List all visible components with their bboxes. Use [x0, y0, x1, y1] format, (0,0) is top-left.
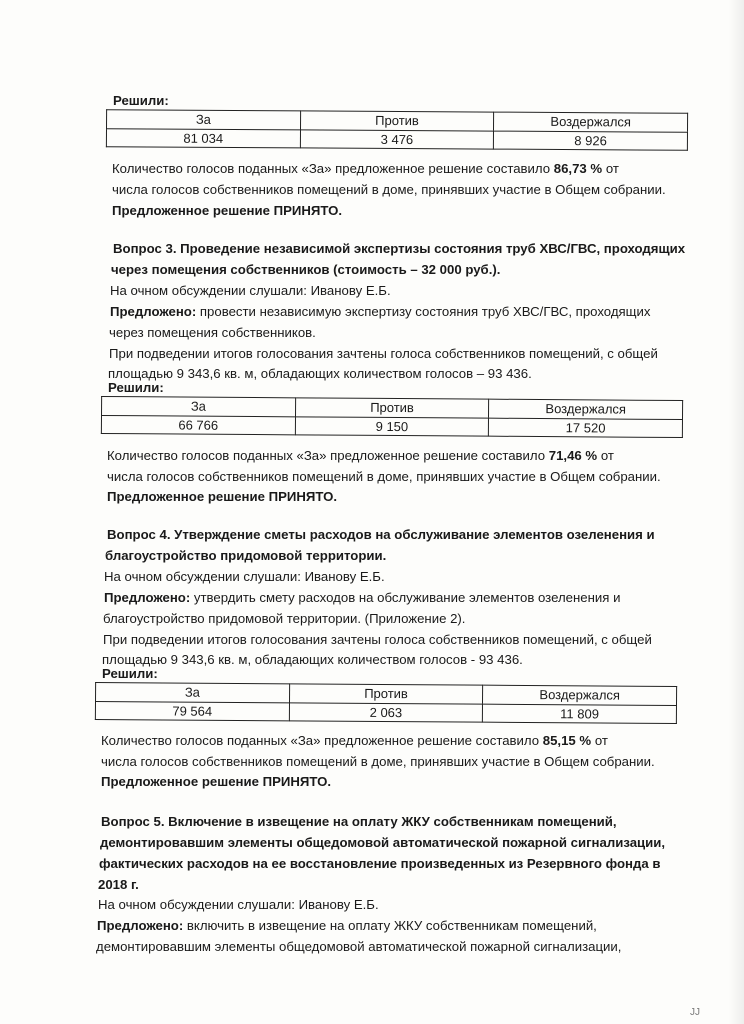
q4-title-line2: благоустройство придомовой территории.: [105, 548, 387, 563]
q2-result-line1: Количество голосов поданных «За» предложенное решение составило 86,73 % от: [112, 161, 619, 176]
q5-title-line1: Вопрос 5. Включение в извещение на оплату ЖКУ собственникам помещений,: [101, 814, 617, 829]
q3-proposed-label: Предложено:: [110, 304, 197, 319]
q5-proposed-line2: демонтировавшим элементы общедомовой автоматической пожарной сигнализации,: [96, 939, 622, 954]
q5-title-line3: фактических расходов на ее восстановление произведенных из Резервного фонда в: [99, 856, 661, 871]
q4-title-line1: Вопрос 4. Утверждение сметы расходов на обслуживание элементов озеленения и: [107, 527, 655, 542]
q3-col-against-header: Против: [296, 398, 489, 418]
q4-proposed-line2: благоустройство придомовой территории. (Приложение 2).: [103, 611, 466, 626]
q3-count-line1: При подведении итогов голосования зачтены голоса собственников помещений, с общей: [109, 346, 658, 361]
q4-result-line1: Количество голосов поданных «За» предложенное решение составило 85,15 % от: [101, 733, 608, 748]
col-abstain-header: Воздержался: [494, 113, 687, 133]
q4-abstain-value: 11 809: [560, 706, 600, 722]
decided-label-q3: Решили:: [108, 380, 164, 395]
q4-count-line1: При подведении итогов голосования зачтены голоса собственников помещений, с общей: [103, 632, 652, 647]
q3-col-for-header: За: [102, 396, 296, 416]
corner-mark: JJ: [690, 1007, 700, 1018]
q3-proposed-line1: Предложено: провести независимую экспертизу состояния труб ХВС/ГВС, проходящих: [110, 304, 651, 319]
q4-result-line2: числа голосов собственников помещений в доме, принявших участие в Общем собрании.: [101, 754, 655, 769]
q5-heard: На очном обсуждении слушали: Иванову Е.Б.: [98, 897, 379, 912]
q4-heard: На очном обсуждении слушали: Иванову Е.Б.: [104, 569, 385, 584]
q4-col-for-header: За: [96, 682, 290, 702]
q3-result-line2: числа голосов собственников помещений в доме, принявших участие в Общем собрании.: [107, 469, 661, 484]
q4-proposed-line1: Предложено: утвердить смету расходов на обслуживание элементов озеленения и: [104, 590, 621, 605]
q5-proposed-line1: Предложено: включить в извещение на оплату ЖКУ собственникам помещений,: [97, 918, 597, 933]
q3-heard: На очном обсуждении слушали: Иванову Е.Б.: [110, 283, 391, 298]
q2-abstain-value: 8 926: [574, 133, 607, 149]
q5-title-line2: демонтировавшим элементы общедомовой автоматической пожарной сигнализации,: [100, 835, 666, 850]
votes-table-q3: [101, 396, 683, 438]
q3-col-abstain-header: Воздержался: [489, 400, 682, 420]
col-for-header: За: [107, 110, 301, 130]
q4-for-value: 79 564: [95, 701, 289, 721]
q5-title-line4: 2018 г.: [98, 877, 139, 892]
q2-for-value: 81 034: [106, 128, 300, 148]
q3-title-line1: Вопрос 3. Проведение независимой экспертизы состояния труб ХВС/ГВС, проходящих: [113, 241, 686, 256]
q3-for-value: 66 766: [101, 415, 295, 435]
decided-label-q2: Решили:: [113, 93, 169, 108]
q3-against-value: 9 150: [375, 418, 409, 435]
q4-col-abstain-header: Воздержался: [483, 686, 676, 706]
q3-count-line2: площадью 9 343,6 кв. м, обладающих количеством голосов – 93 436.: [108, 366, 532, 381]
q4-accepted: Предложенное решение ПРИНЯТО.: [101, 774, 332, 789]
q3-proposed-line2: через помещения собственников.: [109, 325, 316, 340]
q4-count-line2: площадью 9 343,6 кв. м, обладающих количеством голосов - 93 436.: [102, 652, 523, 667]
q3-result-line1: Количество голосов поданных «За» предложенное решение составило 71,46 % от: [107, 448, 614, 463]
q5-proposed-label: Предложено:: [97, 918, 184, 933]
votes-table-q2: [106, 109, 688, 151]
q2-result-percent: 86,73 %: [553, 161, 603, 176]
paper-edge-shadow: [728, 0, 744, 1024]
q3-abstain-value: 17 520: [565, 420, 606, 436]
q3-result-percent: 71,46 %: [548, 448, 598, 463]
q4-result-percent: 85,15 %: [542, 733, 592, 748]
votes-table-q4: [95, 682, 677, 724]
q2-accepted: Предложенное решение ПРИНЯТО.: [112, 203, 343, 218]
decided-label-q4: Решили:: [102, 666, 158, 681]
q2-against-value: 3 476: [380, 131, 414, 148]
q4-col-against-header: Против: [290, 684, 483, 704]
q2-result-line2: числа голосов собственников помещений в доме, принявших участие в Общем собрании.: [112, 182, 666, 197]
q4-against-value: 2 063: [369, 704, 403, 721]
q3-accepted: Предложенное решение ПРИНЯТО.: [107, 489, 338, 504]
q3-title-line2: через помещения собственников (стоимость – 32 000 руб.).: [111, 262, 501, 277]
col-against-header: Против: [301, 111, 494, 131]
q4-proposed-label: Предложено:: [104, 590, 191, 605]
